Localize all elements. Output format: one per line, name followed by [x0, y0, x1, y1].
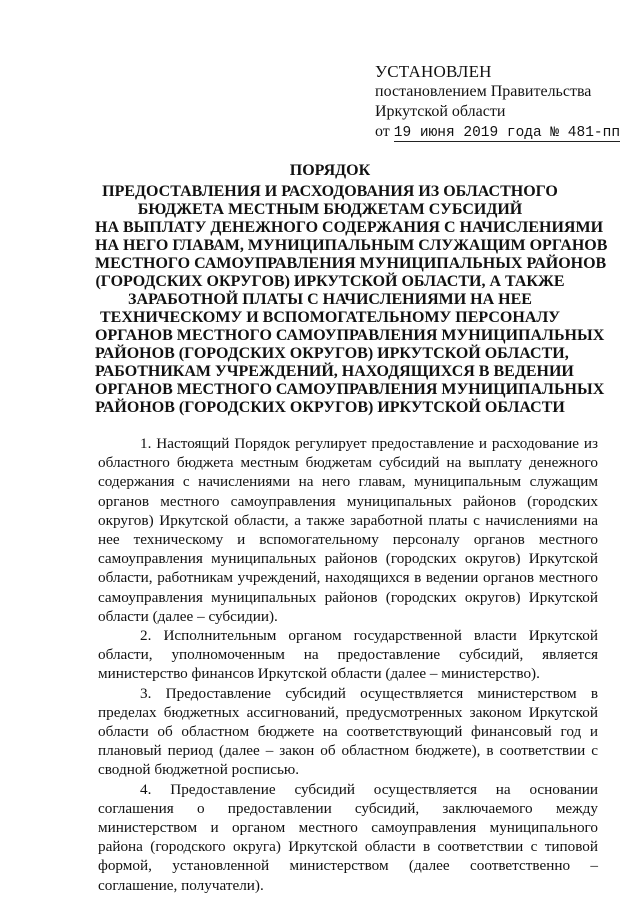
approval-date-value: 19 июня 2019 года № 481-пп	[393, 125, 621, 141]
paragraph-2: 2. Исполнительным органом государственной власти Иркутской области, уполномоченным на предоставление субсидий, является министерство финансов Иркутской области (далее – министерство).	[98, 627, 598, 683]
paragraph-4: 4. Предоставление субсидий осуществляется на основании соглашения о предоставлении субсидий, заключаемого между министерством и органом местного самоуправления муниципального района (городского округа) Иркутской области в соответствии с типовой формой, установленной министерством (далее соответственно – соглашение, получатели).	[98, 780, 598, 894]
title-line: ПРЕДОСТАВЛЕНИЯ И РАСХОДОВАНИЯ ИЗ ОБЛАСТНОГО	[102, 183, 558, 200]
title-line: МЕСТНОГО САМОУПРАВЛЕНИЯ МУНИЦИПАЛЬНЫХ РАЙОНОВ	[95, 255, 607, 272]
paragraph-3: 3. Предоставление субсидий осуществляется министерством в пределах бюджетных ассигнований, предусмотренных законом Иркутской области об областном бюджете на соответствующий финансовый год и плановый период (далее – закон об областном бюджете), в соответствии с сводной бюджетной росписью.	[98, 684, 598, 779]
document-title	[95, 162, 608, 417]
title-line: ТЕХНИЧЕСКОМУ И ВСПОМОГАТЕЛЬНОМУ ПЕРСОНАЛУ	[99, 309, 561, 326]
paragraph-1: 1. Настоящий Порядок регулирует предоставление и расходование из областного бюджета местным бюджетам субсидий на выплату денежного содержания с начислениями на него главам, муниципальным служащим органов местного самоуправления муниципальных районов (городских округов) Иркутской области, а также заработной платы с начислениями на нее техническому и вспомогательному персоналу органов местного самоуправления муниципальных районов (городских округов) Иркутской области, работникам учреждений, находящихся в ведении органов местного самоуправления муниципальных районов (городских округов) Иркутской области (далее – субсидии).	[98, 435, 598, 625]
approval-date-prefix: от	[375, 123, 390, 140]
title-line: РАЙОНОВ (ГОРОДСКИХ ОКРУГОВ) ИРКУТСКОЙ ОБЛАСТИ	[95, 399, 565, 416]
title-line: НА НЕГО ГЛАВАМ, МУНИЦИПАЛЬНЫМ СЛУЖАЩИМ ОРГАНОВ	[95, 237, 608, 254]
approval-block	[375, 62, 625, 143]
title-line: РАБОТНИКАМ УЧРЕЖДЕНИЙ, НАХОДЯЩИХСЯ В ВЕДЕНИИ	[95, 363, 574, 380]
title-line: (ГОРОДСКИХ ОКРУГОВ) ИРКУТСКОЙ ОБЛАСТИ, А ТАКЖЕ	[95, 273, 565, 290]
approval-line-1: постановлением Правительства	[375, 83, 592, 100]
approval-heading: УСТАНОВЛЕН	[375, 62, 492, 81]
title-line: НА ВЫПЛАТУ ДЕНЕЖНОГО СОДЕРЖАНИЯ С НАЧИСЛЕНИЯМИ	[95, 219, 604, 236]
title-line: ПОРЯДОК	[289, 162, 371, 179]
document-body	[98, 434, 598, 895]
title-line: ЗАРАБОТНОЙ ПЛАТЫ С НАЧИСЛЕНИЯМИ НА НЕЕ	[128, 291, 532, 308]
approval-line-2: Иркутской области	[375, 103, 506, 120]
title-line: ОРГАНОВ МЕСТНОГО САМОУПРАВЛЕНИЯ МУНИЦИПАЛЬНЫХ	[95, 381, 605, 398]
title-line: ОРГАНОВ МЕСТНОГО САМОУПРАВЛЕНИЯ МУНИЦИПАЛЬНЫХ	[95, 327, 605, 344]
title-line: БЮДЖЕТА МЕСТНЫМ БЮДЖЕТАМ СУБСИДИЙ	[137, 201, 523, 218]
approval-date-line	[375, 122, 625, 143]
title-line: РАЙОНОВ (ГОРОДСКИХ ОКРУГОВ) ИРКУТСКОЙ ОБЛАСТИ,	[95, 345, 569, 362]
